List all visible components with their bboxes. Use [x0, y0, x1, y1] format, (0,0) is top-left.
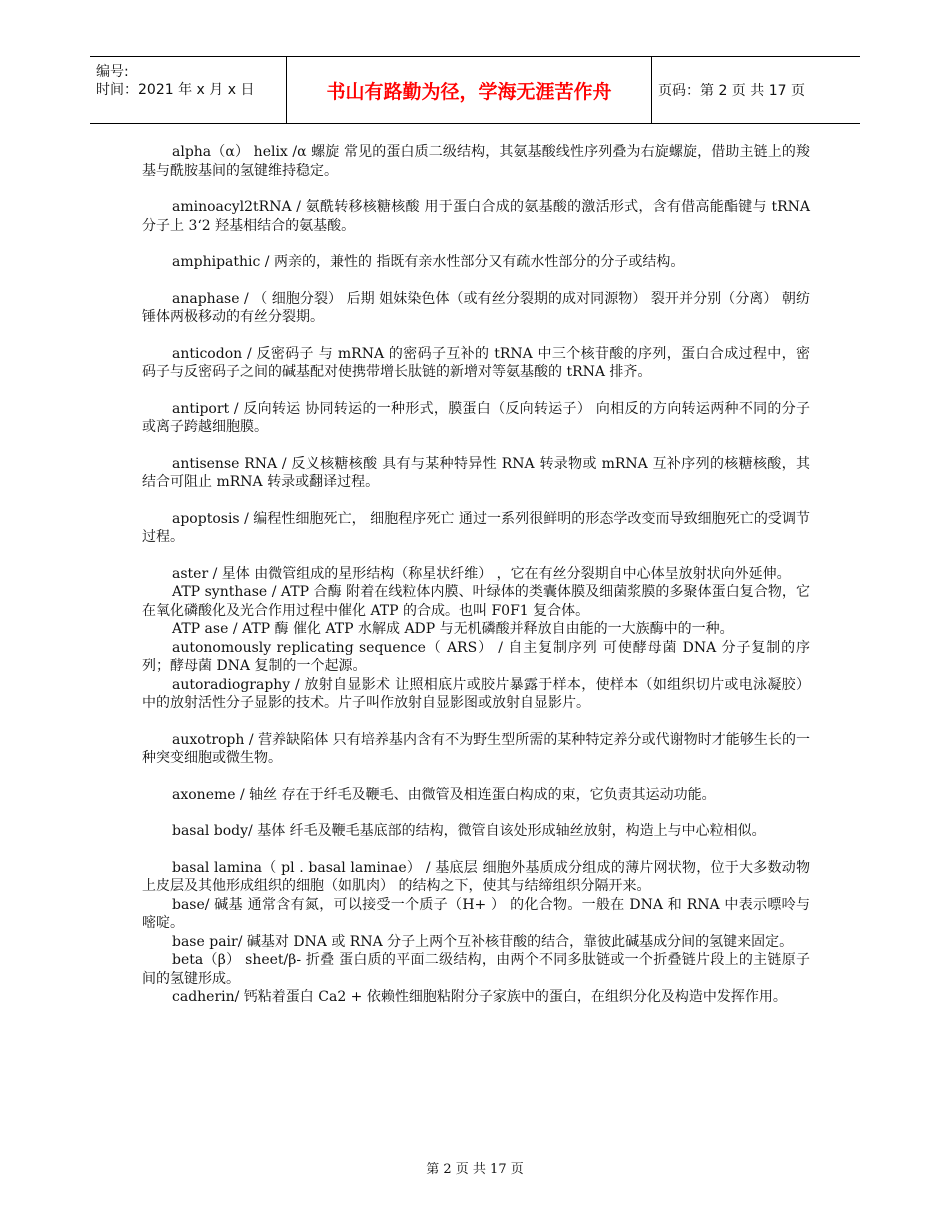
glossary-entry: basal body/ 基体 纤毛及鞭毛基底部的结构，微管自该处形成轴丝放射，构造上与中心粒相似。 — [172, 823, 766, 839]
glossary-entry: anaphase / （ 细胞分裂） 后期 姐妹染色体（或有丝分裂期的成对同源物） 裂开并分别（分离） 朝纺锤体两极移动的有丝分裂期。 — [142, 290, 810, 325]
glossary-entry: antiport / 反向转运 协同转运的一种形式，膜蛋白（反向转运子） 向相反的方向转运两种不同的分子或离子跨越细胞膜。 — [142, 400, 810, 435]
header-motto: 书山有路勤为径，学海无涯苦作舟 — [286, 57, 652, 123]
glossary-entry: base pair/ 碱基对 DNA 或 RNA 分子上两个互补核苷酸的结合，靠彼此碱基成分间的氢键来固定。 — [172, 933, 794, 950]
glossary-entry: auxotroph / 营养缺陷体 只有培养基内含有不为野生型所需的某种特定养分或代谢物时才能够生长的一种突变细胞或微生物。 — [142, 731, 810, 766]
glossary-entry: autonomously replicating sequence（ ARS） / 自主复制序列 可使酵母菌 DNA 分子复制的序列；酵母菌 DNA 复制的一个起源。 — [142, 639, 810, 674]
glossary-entry: cadherin/ 钙粘着蛋白 Ca2 + 依赖性细胞粘附分子家族中的蛋白，在组织分化及构造中发挥作用。 — [172, 989, 787, 1005]
glossary-entry: alpha（α） helix /α 螺旋 常见的蛋白质二级结构，其氨基酸线性序列叠为右旋螺旋，借助主链上的羧基与酰胺基间的氢键维持稳定。 — [142, 144, 810, 179]
page-header — [90, 56, 860, 124]
header-meta — [90, 57, 286, 123]
glossary-entry: ATP ase / ATP 酶 催化 ATP 水解成 ADP 与无机磷酸并释放自由能的一大族酶中的一种。 — [172, 621, 734, 637]
header-page-label: 页码：第 2 页 共 17 页 — [658, 83, 805, 99]
glossary-entry: aminoacyl2tRNA / 氨酰转移核糖核酸 用于蛋白合成的氨基酸的激活形式，含有借高能酯键与 tRNA 分子上 3‘2 羟基相结合的氨基酸。 — [142, 199, 810, 234]
glossary-entry: ATP synthase / ATP 合酶 附着在线粒体内膜、叶绿体的类囊体膜及细菌浆膜的多聚体蛋白复合物，它在氧化磷酸化及光合作用过程中催化 ATP 的合成。也叫 F0F1 复合体。 — [142, 584, 810, 619]
glossary-entry: antisense RNA / 反义核糖核酸 具有与某种特异性 RNA 转录物或 mRNA 互补序列的核糖核酸，其结合可阻止 mRNA 转录或翻译过程。 — [142, 455, 810, 490]
glossary-entry: axoneme / 轴丝 存在于纤毛及鞭毛、由微管及相连蛋白构成的束，它负责其运动功能。 — [172, 786, 716, 803]
page-footer: 第 2 页 共 17 页 — [426, 1162, 524, 1177]
glossary-entry: aster / 星体 由微管组成的星形结构（称星状纤维） ，它在有丝分裂期自中心体呈放射状向外延伸。 — [172, 565, 791, 582]
glossary-entry: beta（β） sheet/β- 折叠 蛋白质的平面二级结构，由两个不同多肽链或一个折叠链片段上的主链原子间的氢键形成。 — [142, 952, 810, 987]
glossary-body — [142, 143, 810, 1007]
time-label: 时间：2021 年 x 月 x 日 — [96, 82, 255, 98]
glossary-entry: apoptosis / 编程性细胞死亡， 细胞程序死亡 通过一系列很鲜明的形态学改变而导致细胞死亡的受调节过程。 — [142, 510, 810, 545]
glossary-entry: base/ 碱基 通常含有氮，可以接受一个质子（H+ ） 的化合物。一般在 DNA 和 RNA 中表示嘌呤与嘧啶。 — [142, 896, 810, 931]
glossary-entry: basal lamina（ pl . basal laminae） / 基底层 细胞外基质成分组成的薄片网状物，位于大多数动物上皮层及其他形成组织的细胞（如肌肉） 的结构之下，使其与结缔组织分隔开来。 — [142, 859, 810, 894]
glossary-entry: amphipathic / 两亲的，兼性的 指既有亲水性部分又有疏水性部分的分子或结构。 — [172, 254, 685, 270]
glossary-entry: anticodon / 反密码子 与 mRNA 的密码子互补的 tRNA 中三个核苷酸的序列，蛋白合成过程中，密码子与反密码子之间的碱基配对使携带增长肽链的新增对等氨基酸的 tRNA 排齐。 — [142, 345, 810, 380]
glossary-entry: autoradiography / 放射自显影术 让照相底片或胶片暴露于样本，使样本（如组织切片或电泳凝胶） 中的放射活性分子显影的技术。片子叫作放射自显影图或放射自显影片。 — [142, 676, 810, 711]
number-label: 编号: — [96, 64, 129, 80]
